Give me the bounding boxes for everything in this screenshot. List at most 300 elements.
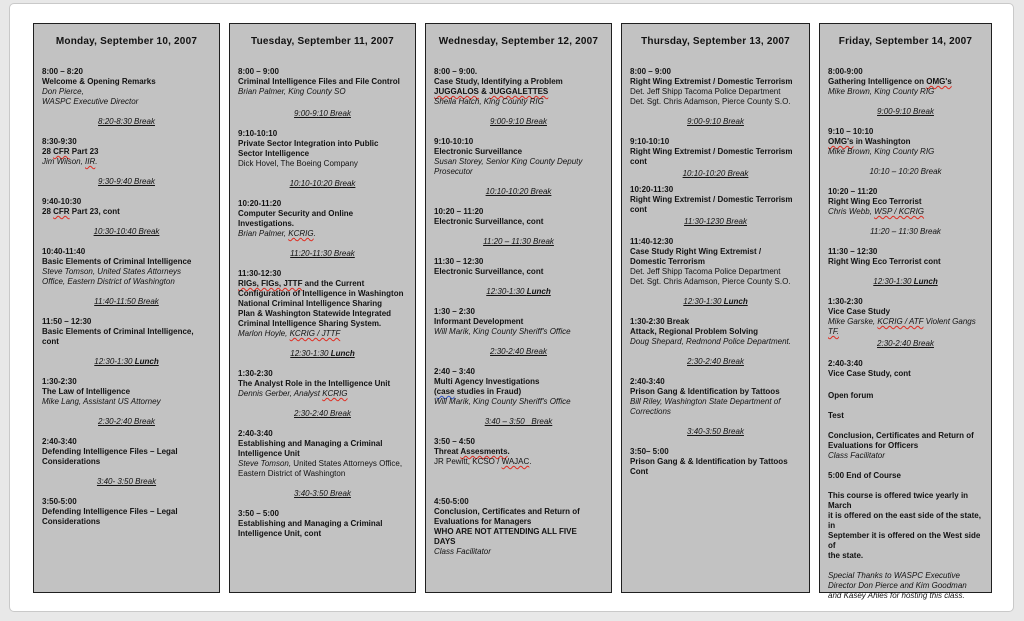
break-entry: [630, 357, 801, 367]
entry-line: [238, 469, 407, 479]
text-segment: Violent Gangs: [923, 317, 976, 326]
text-segment: Investigations.: [238, 219, 295, 228]
entry-line: [238, 249, 407, 259]
entry-line: [828, 67, 983, 77]
entry-line: [828, 451, 983, 461]
break-entry: [630, 117, 801, 127]
entry-line: [828, 227, 983, 237]
entry-line: [434, 397, 603, 407]
entry-line: [434, 457, 603, 467]
session-entry: [238, 67, 407, 97]
entry-line: [828, 107, 983, 117]
text-segment: 2:30-2:40 Break: [687, 357, 744, 366]
session-entry: [434, 257, 603, 277]
text-segment: Evaluations for Officers: [828, 441, 919, 450]
session-entry: [238, 269, 407, 339]
text-segment: 8:00 – 9:00: [630, 67, 671, 76]
text-segment: 2:40 – 3:40: [434, 367, 475, 376]
text-segment: Steve Tomson,: [238, 459, 294, 468]
text-segment: Electronic Surveillance, cont: [434, 217, 544, 226]
break-entry: [630, 297, 801, 307]
text-segment: 3:40 – 3:50 Break: [484, 417, 553, 426]
text-segment: 11:30 – 12:30: [828, 247, 878, 256]
text-segment: 8:20-8:30 Break: [98, 117, 155, 126]
text-segment: Part 23: [69, 147, 99, 156]
text-segment: 2:40-3:40: [630, 377, 665, 386]
entry-line: [42, 497, 211, 507]
text-segment: 9:00-9:10 Break: [490, 117, 547, 126]
text-segment: Cont: [630, 467, 649, 476]
text-segment: 2:30-2:40 Break: [98, 417, 155, 426]
entry-line: [238, 329, 407, 339]
day-panel-thursday: [621, 23, 810, 593]
text-segment: Conclusion, Certificates and Return of: [828, 431, 974, 440]
text-segment: 1:30-2:30: [238, 369, 273, 378]
session-entry: [434, 307, 603, 337]
text-segment: Susan Storey, Senior King County Deputy: [434, 157, 583, 166]
text-segment: The Law of Intelligence: [42, 387, 131, 396]
text-segment: 10:20-11:30: [630, 185, 674, 194]
entry-line: [828, 369, 983, 379]
entry-line: [238, 129, 407, 139]
text-segment: Private Sector Integration into Public: [238, 139, 379, 148]
entry-line: [630, 237, 801, 247]
entry-line: [434, 517, 603, 527]
text-segment: The Analyst Role in the Intelligence Unit: [238, 379, 391, 388]
entry-line: [42, 147, 211, 157]
entry-line: [630, 87, 801, 97]
entry-line: [238, 519, 407, 529]
text-segment: WASPC Executive Director: [42, 97, 139, 106]
session-entry: [42, 377, 211, 407]
text-segment: Mike Brown, King County RIG: [828, 87, 935, 96]
text-segment: Lunch: [526, 287, 551, 296]
entry-line: [42, 247, 211, 257]
entry-line: [434, 497, 603, 507]
entry-line: [828, 207, 983, 217]
entry-line: [630, 77, 801, 87]
text-segment: OMG's: [828, 137, 854, 146]
entry-line: [828, 307, 983, 317]
session-entry: [434, 437, 603, 467]
text-segment: 5:00 End of Course: [828, 471, 901, 480]
session-entry: [630, 237, 801, 287]
break-entry: [434, 117, 603, 127]
text-segment: Test: [828, 411, 844, 420]
entry-line: [238, 509, 407, 519]
session-entry: [828, 491, 983, 561]
text-segment: 3:40- 3:50 Break: [96, 477, 157, 486]
text-segment: 9:10 – 10:10: [828, 127, 874, 136]
text-segment: KCRIG: [322, 389, 348, 398]
session-entry: [630, 317, 801, 347]
session-entry: [630, 185, 801, 215]
text-segment: This course is offered twice yearly in March: [828, 491, 971, 510]
entry-line: [42, 317, 211, 327]
panel-title: Monday, September 10, 2007: [55, 36, 198, 47]
entry-line: [630, 157, 801, 167]
text-segment: Criminal Intelligence Sharing System.: [238, 319, 382, 328]
text-segment: DAYS: [434, 537, 456, 546]
text-segment: and the Current: [302, 279, 365, 288]
text-segment: and Kasey Ahles for hosting this class.: [828, 591, 965, 600]
text-segment: 9:10-10:10: [238, 129, 278, 138]
text-segment: 11:40-12:30: [630, 237, 674, 246]
text-segment: 10:20 – 11:20: [828, 187, 878, 196]
entry-line: [434, 537, 603, 547]
session-entry: [828, 359, 983, 379]
session-entry: [238, 199, 407, 239]
break-entry: [828, 227, 983, 237]
text-segment: WSP / KCRIG: [874, 207, 925, 216]
text-segment: Dennis Gerber, Analyst: [238, 389, 323, 398]
text-segment: Dick Hovel, The Boeing Company: [238, 159, 358, 168]
entry-line: [630, 297, 801, 307]
session-entry: [828, 127, 983, 157]
entry-line: [828, 77, 983, 87]
text-segment: &: [478, 87, 490, 96]
text-segment: September it is offered on the West side of: [828, 531, 983, 550]
entry-line: [238, 279, 407, 289]
text-segment: 11:30-1230 Break: [683, 217, 747, 226]
text-segment: WHO ARE NOT ATTENDING ALL FIVE: [434, 527, 577, 536]
text-segment: 9:30-9:40 Break: [98, 177, 155, 186]
entry-line: [434, 87, 603, 97]
text-segment: Will Marik, King County Sheriff's Office: [434, 397, 571, 406]
break-entry: [42, 417, 211, 427]
break-entry: [434, 187, 603, 197]
entry-line: [630, 205, 801, 215]
entry-line: [630, 397, 801, 407]
entry-line: [42, 267, 211, 277]
entry-line: [828, 339, 983, 349]
text-segment: Right Wing Eco Terrorist: [828, 197, 922, 206]
text-segment: Part 23, cont: [69, 207, 120, 216]
text-segment: 9:10-10:10: [434, 137, 474, 146]
entry-line: [434, 327, 603, 337]
panel-title: Thursday, September 13, 2007: [641, 36, 790, 47]
text-segment: 9:00-9:10 Break: [877, 107, 934, 116]
text-segment: 2:30-2:40 Break: [490, 347, 547, 356]
entry-line: [434, 97, 603, 107]
text-segment: 10:30-10:40 Break: [93, 227, 160, 236]
text-segment: Don Pierce,: [42, 87, 84, 96]
text-segment: Gathering Intelligence on: [828, 77, 927, 86]
text-segment: studies in Fraud): [454, 387, 522, 396]
break-entry: [630, 217, 801, 227]
text-segment: CFR: [53, 207, 70, 216]
entry-line: [238, 379, 407, 389]
break-entry: [630, 169, 801, 179]
entry-line: [42, 327, 211, 337]
entry-line: [238, 449, 407, 459]
entry-line: [630, 457, 801, 467]
entry-line: [630, 147, 801, 157]
session-entry: [42, 247, 211, 287]
text-segment: Steve Tomson, United States Attorneys: [42, 267, 182, 276]
text-segment: 10:20 – 11:20: [434, 207, 484, 216]
entry-line: [42, 277, 211, 287]
text-segment: Brian Palmer,: [238, 229, 289, 238]
entry-line: [630, 377, 801, 387]
text-segment: .: [95, 157, 98, 166]
session-entry: [630, 447, 801, 477]
entry-line: [434, 527, 603, 537]
text-segment: National Criminal Intelligence Sharing: [238, 299, 383, 308]
entry-line: [238, 209, 407, 219]
entry-line: [828, 197, 983, 207]
entry-line: [828, 581, 983, 591]
session-entry: [238, 369, 407, 399]
day-panel-monday: [33, 23, 220, 593]
text-segment: Det. Jeff Shipp Tacoma Police Department: [630, 87, 781, 96]
text-segment: 10:40-11:40: [42, 247, 86, 256]
text-segment: Basic Elements of Criminal Intelligence,: [42, 327, 194, 336]
session-entry: [828, 431, 983, 461]
entry-line: [630, 267, 801, 277]
session-entry: [828, 297, 983, 337]
entry-line: [42, 337, 211, 347]
entry-line: [434, 267, 603, 277]
text-segment: case: [436, 387, 455, 396]
entry-line: [828, 127, 983, 137]
session-entry: [238, 429, 407, 479]
text-segment: cont: [630, 157, 647, 166]
day-panel-friday: [819, 23, 992, 600]
entry-line: [42, 227, 211, 237]
entry-line: [828, 247, 983, 257]
entry-line: [238, 67, 407, 77]
text-segment: 12:30-1:30: [94, 357, 135, 366]
entry-line: [434, 307, 603, 317]
entry-line: [42, 257, 211, 267]
text-segment: 8:00 – 9:00.: [434, 67, 478, 76]
text-segment: .: [507, 447, 510, 456]
entry-line: [630, 169, 801, 179]
entry-line: [828, 327, 983, 337]
entry-line: [42, 377, 211, 387]
text-segment: Establishing and Managing a Criminal: [238, 439, 383, 448]
text-segment: 11:50 – 12:30: [42, 317, 92, 326]
text-segment: Multi Agency Investigations: [434, 377, 540, 386]
entry-line: [434, 347, 603, 357]
text-segment: Intelligence Unit: [238, 449, 300, 458]
text-segment: Lunch: [913, 277, 938, 286]
session-entry: [828, 571, 983, 601]
entry-line: [828, 87, 983, 97]
text-segment: Marlon Hoyle,: [238, 329, 290, 338]
entry-line: [828, 471, 983, 481]
text-segment: JUGGALOS: [434, 87, 479, 96]
session-entry: [828, 67, 983, 97]
text-segment: cont: [42, 337, 59, 346]
day-panel-tuesday: [229, 23, 416, 593]
text-segment: Mike Brown, King County RIG: [828, 147, 935, 156]
text-segment: Basic Elements of Criminal Intelligence: [42, 257, 192, 266]
text-segment: Mike Lang, Assistant US Attorney: [42, 397, 161, 406]
document-page: [9, 3, 1014, 612]
text-segment: Class Facilitator: [434, 547, 491, 556]
text-segment: 28: [42, 147, 54, 156]
text-segment: Open forum: [828, 391, 874, 400]
entry-line: [42, 77, 211, 87]
text-segment: 3:50 – 4:50: [434, 437, 475, 446]
session-entry: [828, 411, 983, 421]
entry-line: [42, 447, 211, 457]
entry-line: [42, 297, 211, 307]
entry-line: [238, 299, 407, 309]
text-segment: Evaluations for Managers: [434, 517, 532, 526]
text-segment: Vice Case Study: [828, 307, 891, 316]
entry-line: [828, 147, 983, 157]
session-entry: [434, 207, 603, 227]
text-segment: Computer Security and Online: [238, 209, 354, 218]
text-segment: 10:20-11:20: [238, 199, 282, 208]
text-segment: Right Wing Eco Terrorist cont: [828, 257, 941, 266]
text-segment: Class Facilitator: [828, 451, 885, 460]
entry-line: [434, 287, 603, 297]
entry-line: [238, 439, 407, 449]
text-segment: Sector Intelligence: [238, 149, 310, 158]
text-segment: Det. Sgt. Chris Adamson, Pierce County S.O.: [630, 277, 791, 286]
entry-line: [42, 207, 211, 217]
entry-line: [828, 551, 983, 561]
text-segment: 11:30 – 12:30: [434, 257, 484, 266]
text-segment: 9:00-9:10 Break: [687, 117, 744, 126]
entry-line: [42, 357, 211, 367]
entry-line: [238, 269, 407, 279]
text-segment: Domestic Terrorism: [630, 257, 705, 266]
session-entry: [238, 509, 407, 539]
text-segment: 12:30-1:30: [873, 277, 914, 286]
text-segment: KCRIG: [288, 229, 314, 238]
text-segment: Sheila Hatch, King County RIG: [434, 97, 544, 106]
entry-line: [630, 387, 801, 397]
text-segment: Doug Shepard, Redmond Police Department.: [630, 337, 791, 346]
text-segment: 1:30-2:30 Break: [630, 317, 690, 326]
entry-line: [238, 229, 407, 239]
text-segment: Vice Case Study, cont: [828, 369, 911, 378]
entry-line: [434, 417, 603, 427]
entry-line: [238, 389, 407, 399]
entry-line: [238, 87, 407, 97]
panel-title: Friday, September 14, 2007: [838, 36, 973, 47]
break-entry: [828, 339, 983, 349]
entry-line: [434, 387, 603, 397]
text-segment: 8:30-9:30: [42, 137, 77, 146]
entry-line: [238, 219, 407, 229]
text-segment: 3:40-3:50 Break: [687, 427, 744, 436]
text-segment: 10:10 – 10:20 Break: [869, 167, 942, 176]
text-segment: Configuration of Intelligence in Washington: [238, 289, 404, 298]
entry-line: [828, 531, 983, 551]
text-segment: Prison Gang & Identification by Tattoos: [630, 387, 780, 396]
entry-line: [434, 157, 603, 167]
break-entry: [42, 297, 211, 307]
text-segment: 2:30-2:40 Break: [877, 339, 934, 348]
entry-line: [238, 309, 407, 319]
text-segment: Threat: [434, 447, 461, 456]
text-segment: 2:40-3:40: [238, 429, 273, 438]
entry-line: [630, 257, 801, 267]
session-entry: [42, 437, 211, 467]
entry-line: [42, 67, 211, 77]
break-entry: [238, 249, 407, 259]
session-entry: [828, 187, 983, 217]
session-entry: [630, 137, 801, 167]
entry-line: [630, 247, 801, 257]
session-entry: [434, 367, 603, 407]
entry-line: [238, 77, 407, 87]
entry-line: [238, 349, 407, 359]
entry-line: [238, 369, 407, 379]
entry-line: [630, 427, 801, 437]
break-entry: [42, 357, 211, 367]
text-segment: 12:30-1:30: [290, 349, 331, 358]
text-segment: OMG's: [926, 77, 952, 86]
text-segment: Office, Eastern District of Washington: [42, 277, 175, 286]
break-entry: [434, 417, 603, 427]
text-segment: CFR: [53, 147, 70, 156]
entry-line: [434, 67, 603, 77]
break-entry: [630, 427, 801, 437]
entry-line: [238, 429, 407, 439]
text-segment: Prison Gang & & Identification by Tattoos: [630, 457, 788, 466]
entry-line: [828, 277, 983, 287]
entry-line: [434, 117, 603, 127]
entry-line: [42, 87, 211, 97]
text-segment: Considerations: [42, 457, 101, 466]
text-segment: it is offered on the east side of the state, in: [828, 511, 984, 530]
text-segment: Intelligence Unit, cont: [238, 529, 322, 538]
entry-line: [238, 289, 407, 299]
entry-line: [630, 195, 801, 205]
text-segment: 11:20 – 11:30 Break: [483, 237, 554, 246]
entry-line: [434, 77, 603, 87]
entry-line: [238, 199, 407, 209]
entry-line: [238, 159, 407, 169]
text-segment: United States Attorneys Office,: [293, 459, 403, 468]
entry-line: [42, 97, 211, 107]
text-segment: JUGGALETTES: [489, 87, 549, 96]
entry-line: [434, 207, 603, 217]
entry-line: [42, 507, 211, 517]
break-entry: [828, 277, 983, 287]
text-segment: 10:10-10:20 Break: [485, 187, 552, 196]
entry-line: [828, 491, 983, 511]
break-entry: [42, 477, 211, 487]
entry-line: [630, 407, 801, 417]
text-segment: the state.: [828, 551, 864, 560]
break-entry: [238, 349, 407, 359]
text-segment: IIR: [85, 157, 96, 166]
entry-line: [630, 337, 801, 347]
entry-line: [238, 139, 407, 149]
text-segment: TF.: [828, 327, 839, 336]
text-segment: Mike Garske,: [828, 317, 878, 326]
text-segment: Lunch: [134, 357, 159, 366]
text-segment: Criminal Intelligence Files and File Control: [238, 77, 400, 86]
entry-line: [828, 257, 983, 267]
text-segment: Right Wing Extremist / Domestic Terrorism: [630, 195, 793, 204]
break-entry: [238, 489, 407, 499]
entry-line: [828, 317, 983, 327]
text-segment: 12:30-1:30: [486, 287, 527, 296]
entry-line: [42, 157, 211, 167]
text-segment: 1:30 – 2:30: [434, 307, 475, 316]
text-segment: 8:00 – 9:00: [238, 67, 279, 76]
entry-line: [434, 217, 603, 227]
